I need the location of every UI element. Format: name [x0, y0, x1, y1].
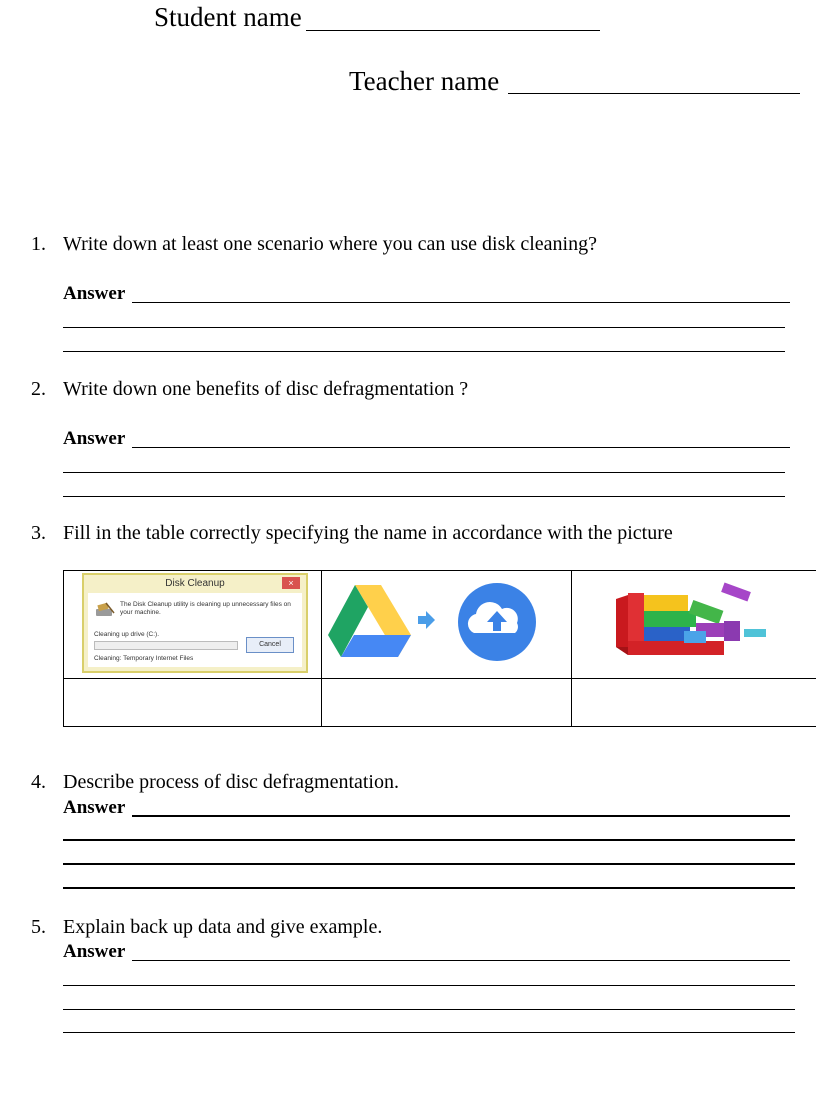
- arrow-right-icon: [418, 611, 435, 629]
- dialog-message: The Disk Cleanup utility is cleaning up unnecessary files on your machine.: [120, 601, 291, 616]
- answer-line[interactable]: [63, 1009, 795, 1010]
- answer-line[interactable]: [63, 863, 795, 865]
- answer-line[interactable]: [63, 1032, 795, 1033]
- cancel-button: Cancel: [246, 637, 294, 653]
- question-text: Write down at least one scenario where you can use disk cleaning?: [63, 233, 597, 255]
- answer-label: Answer: [63, 941, 126, 962]
- cleanup-drive-icon: [94, 601, 116, 619]
- picture-cell-defragmentation: [572, 571, 816, 679]
- answer-cell-3[interactable]: [572, 679, 816, 727]
- answer-line[interactable]: [132, 302, 790, 303]
- progress-bar: [94, 641, 238, 650]
- question-text: Explain back up data and give example.: [63, 916, 383, 938]
- question-number: 1.: [31, 233, 46, 255]
- google-drive-backup-image: [322, 571, 571, 673]
- question-text: Write down one benefits of disc defragmentation ?: [63, 378, 469, 400]
- dialog-title: Disk Cleanup: [165, 578, 225, 589]
- close-icon: ×: [282, 577, 300, 589]
- answer-line[interactable]: [132, 815, 790, 817]
- picture-cell-disk-cleanup: [64, 571, 322, 679]
- dialog-drive-text: Cleaning up drive (C:).: [94, 631, 160, 638]
- teacher-name-field[interactable]: [508, 93, 800, 94]
- question-number: 5.: [31, 916, 46, 938]
- picture-table: [63, 570, 816, 727]
- answer-line[interactable]: [63, 496, 785, 497]
- google-drive-icon: [328, 585, 411, 657]
- student-name-field[interactable]: [306, 30, 600, 31]
- answer-line[interactable]: [63, 985, 795, 986]
- question-text: Describe process of disc defragmentation.: [63, 771, 399, 793]
- picture-cell-google-drive-backup: [322, 571, 572, 679]
- question-number: 4.: [31, 771, 46, 793]
- question-number: 3.: [31, 522, 46, 544]
- cloud-upload-icon: [458, 583, 536, 661]
- question-number: 2.: [31, 378, 46, 400]
- answer-cell-2[interactable]: [322, 679, 572, 727]
- answer-line[interactable]: [63, 839, 795, 841]
- answer-line[interactable]: [63, 351, 785, 352]
- disk-cleanup-dialog: [82, 573, 308, 673]
- answer-line[interactable]: [63, 887, 795, 889]
- answer-line[interactable]: [132, 447, 790, 448]
- answer-label: Answer: [63, 283, 126, 304]
- answer-label: Answer: [63, 797, 126, 818]
- defragmentation-image: [572, 571, 816, 673]
- answer-line[interactable]: [63, 472, 785, 473]
- dialog-body: [88, 593, 302, 667]
- answer-line[interactable]: [132, 960, 790, 961]
- teacher-name-label: Teacher name: [349, 66, 500, 96]
- defrag-blocks-icon: [616, 583, 766, 655]
- student-name-label: Student name: [154, 2, 302, 32]
- answer-cell-1[interactable]: [64, 679, 322, 727]
- dialog-status: Cleaning: Temporary Internet Files: [94, 655, 194, 662]
- question-text: Fill in the table correctly specifying the name in accordance with the picture: [63, 522, 673, 544]
- answer-label: Answer: [63, 428, 126, 449]
- answer-line[interactable]: [63, 327, 785, 328]
